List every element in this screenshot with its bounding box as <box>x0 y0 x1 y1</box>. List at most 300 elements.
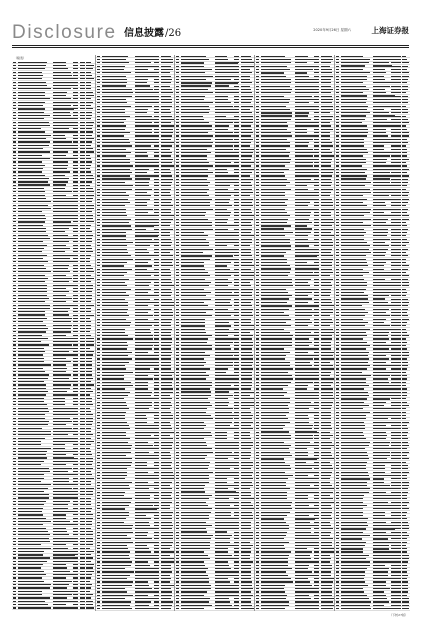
table-cell-text <box>13 434 16 435</box>
table-cell-text <box>215 89 234 90</box>
table-cell-text <box>97 428 100 429</box>
table-cell-text <box>18 191 45 192</box>
table-cell-text <box>73 534 78 535</box>
table-cell-text <box>73 584 78 585</box>
table-cell-text <box>234 59 239 60</box>
table-cell-text <box>246 155 252 156</box>
table-cell-text <box>154 428 159 429</box>
table-cell-text <box>166 455 171 456</box>
table-cell-text <box>215 478 227 479</box>
table-cell-text <box>53 314 69 316</box>
table-cell-text <box>181 585 211 586</box>
table-cell-text <box>154 205 159 206</box>
table-cell-text <box>86 464 92 465</box>
table-cell-text <box>86 458 93 459</box>
table-cell-text <box>176 372 179 373</box>
table-cell-text <box>154 358 159 359</box>
table-cell-text <box>53 361 71 363</box>
table-cell-text <box>215 432 227 433</box>
table-cell-text <box>181 245 209 246</box>
table-cell-text <box>246 442 253 443</box>
table-cell-text <box>97 522 100 523</box>
table-cell-text <box>13 238 16 239</box>
table-cell-text <box>13 518 16 519</box>
table-cell-text <box>97 368 100 369</box>
table-cell-text <box>73 248 78 249</box>
table-cell-text <box>102 598 125 599</box>
table-cell-text <box>18 594 42 595</box>
table-cell-text <box>18 221 45 223</box>
table-cell-text <box>73 438 78 439</box>
table-cell-text <box>181 69 212 70</box>
table-cell-text <box>18 421 49 422</box>
table-cell-text <box>246 225 252 226</box>
table-cell-text <box>53 531 67 532</box>
table-cell-text <box>181 412 206 413</box>
table-cell-text <box>234 365 239 366</box>
table-cell-text <box>80 381 85 382</box>
table-cell-text <box>154 239 159 240</box>
table-cell-text <box>135 249 147 250</box>
table-cell-text <box>215 488 228 489</box>
table-cell-text <box>234 275 239 276</box>
page-number: /26 <box>165 28 182 39</box>
table-cell-text <box>80 308 85 309</box>
brand-wordmark: Disclosure <box>12 22 117 43</box>
table-cell-text <box>234 69 239 70</box>
table-cell-text <box>18 607 51 608</box>
table-cell-text <box>234 259 239 260</box>
table-cell-text <box>135 82 147 83</box>
table-cell-text <box>53 135 65 136</box>
table-cell-text <box>53 335 66 336</box>
table-cell-text <box>73 594 78 595</box>
table-cell-text <box>176 412 179 413</box>
table-cell-text <box>234 412 239 413</box>
table-cell-text <box>176 462 179 463</box>
table-cell-text <box>18 408 48 409</box>
table-cell-text <box>80 478 85 479</box>
table-cell-text <box>246 405 254 406</box>
table-cell-text <box>97 512 100 513</box>
table-cell-text <box>73 358 78 359</box>
table-cell-text <box>246 279 253 280</box>
table-cell-text <box>215 595 236 596</box>
table-cell-text <box>234 445 239 446</box>
table-cell-text <box>18 414 45 415</box>
table-cell-text <box>13 221 16 222</box>
table-cell-text <box>246 362 253 363</box>
table-cell-text <box>234 195 239 196</box>
table-cell-text <box>80 228 85 229</box>
table-cell-text <box>234 205 239 206</box>
table-cell-text <box>181 269 205 270</box>
table-cell-text <box>154 398 159 399</box>
table-cell-text <box>13 384 16 385</box>
table-cell-text <box>53 195 66 196</box>
table-cell-text <box>97 498 100 499</box>
table-cell-text <box>102 295 129 296</box>
table-cell-text <box>166 269 170 270</box>
table-cell-text <box>18 301 45 302</box>
table-cell-text <box>102 129 125 130</box>
table-cell-text <box>97 82 100 83</box>
table-cell-text <box>97 422 100 423</box>
table-cell-text <box>13 514 16 515</box>
table-cell-text <box>246 581 252 582</box>
table-cell-text <box>97 378 100 379</box>
table-cell-text <box>181 169 208 170</box>
table-cell-text <box>246 355 253 356</box>
table-cell-text <box>18 288 47 289</box>
table-cell-text <box>234 192 239 193</box>
table-cell-text <box>102 518 126 519</box>
table-cell-text <box>18 248 44 249</box>
masthead-rule <box>12 45 409 46</box>
table-cell-text <box>80 265 85 266</box>
table-cell-text <box>246 392 254 393</box>
table-cell-text <box>176 192 179 193</box>
table-cell-text <box>246 195 250 196</box>
table-cell-text <box>135 452 149 453</box>
table-cell-text <box>73 261 78 262</box>
table-cell-text <box>18 235 48 236</box>
table-cell-text <box>73 338 78 339</box>
table-cell-text <box>181 368 210 369</box>
table-cell-text <box>166 508 170 509</box>
table-cell-text <box>13 411 16 412</box>
table-cell-text <box>246 522 251 523</box>
table-cell-text <box>176 518 179 519</box>
table-cell-text <box>73 331 78 332</box>
table-cell-text <box>181 551 204 552</box>
table-cell-text <box>86 597 91 598</box>
table-cell-text <box>18 285 47 286</box>
table-cell-text <box>234 578 239 579</box>
table-cell-text <box>102 608 132 609</box>
table-cell-text <box>166 575 170 576</box>
table-cell-text <box>181 548 210 549</box>
table-cell-text <box>97 388 100 389</box>
table-cell-text <box>73 78 78 79</box>
table-cell-text <box>166 345 171 346</box>
table-cell-text <box>80 295 85 296</box>
table-cell-text <box>102 605 130 606</box>
table-cell-text <box>234 355 239 356</box>
table-cell-text <box>176 155 179 156</box>
table-cell-text <box>13 185 16 186</box>
table-cell-text <box>246 458 250 459</box>
table-cell-text <box>246 551 251 552</box>
table-cell-text <box>135 482 148 483</box>
table-cell-text <box>154 76 159 77</box>
table-cell-text <box>80 92 85 93</box>
table-cell-text <box>246 428 253 429</box>
table-cell-text <box>73 557 78 558</box>
table-cell-text <box>154 179 159 180</box>
table-cell-text <box>135 595 148 596</box>
table-cell-text <box>97 535 100 536</box>
table-cell-text <box>166 578 171 579</box>
table-cell-text <box>18 238 50 239</box>
table-cell-text <box>18 584 51 585</box>
table-cell-text <box>154 581 159 582</box>
table-cell-text <box>234 532 239 533</box>
table-cell-text <box>135 155 148 157</box>
table-cell-text <box>86 112 92 113</box>
table-cell-text <box>246 435 250 436</box>
table-cell-text <box>13 225 16 226</box>
table-cell-text <box>86 108 93 109</box>
table-cell-text <box>102 368 126 369</box>
table-cell-text <box>176 56 179 57</box>
table-cell-text <box>234 159 239 160</box>
table-cell-text <box>102 319 126 320</box>
table-cell-text <box>246 462 253 463</box>
table-cell-text <box>73 198 78 199</box>
table-cell-text <box>102 135 124 136</box>
table-cell-text <box>53 131 74 132</box>
table-cell-text <box>102 219 131 220</box>
table-cell-text <box>73 401 78 402</box>
table-cell-text <box>18 434 51 435</box>
table-cell-text <box>246 532 253 533</box>
table-cell-text <box>181 568 208 569</box>
table-cell-text <box>73 361 78 362</box>
table-cell-text <box>86 534 93 535</box>
table-cell-text <box>246 365 252 366</box>
table-cell-text <box>13 494 16 495</box>
table-cell-text <box>18 418 45 419</box>
table-cell-text <box>53 481 69 482</box>
table-cell-text <box>246 352 252 353</box>
table-cell-text <box>86 261 90 262</box>
table-cell-text <box>246 358 253 359</box>
table-cell-text <box>154 325 159 326</box>
table-cell-text <box>154 335 159 336</box>
table-cell-text <box>86 105 91 106</box>
table-cell-text <box>234 305 239 306</box>
table-cell-text <box>18 305 50 306</box>
table-cell-text <box>176 262 179 263</box>
table-cell-text <box>135 259 151 260</box>
table-cell-text <box>53 295 66 296</box>
table-cell-text <box>181 145 212 147</box>
table-cell-text <box>80 371 85 372</box>
table-cell-text <box>166 119 174 120</box>
table-cell-text <box>13 195 16 196</box>
table-cell-text <box>181 348 212 350</box>
table-cell-text <box>73 561 78 562</box>
table-cell-text <box>246 472 253 473</box>
table-cell-text <box>135 125 155 126</box>
table-cell-text <box>166 545 172 546</box>
table-cell-text <box>86 351 94 352</box>
table-cell-text <box>80 341 85 342</box>
table-cell-text <box>18 481 41 482</box>
table-cell-text <box>215 398 228 399</box>
table-cell-text <box>73 474 78 475</box>
table-cell-text <box>102 252 128 253</box>
section-title <box>124 24 181 39</box>
table-cell-text <box>166 405 172 406</box>
table-cell-text <box>176 608 179 609</box>
table-cell-text <box>135 522 149 523</box>
table-cell-text <box>102 215 127 216</box>
table-cell-text <box>18 75 43 76</box>
table-cell-text <box>97 245 100 246</box>
table-cell-text <box>86 591 90 592</box>
table-cell-text <box>53 118 74 119</box>
table-cell-text <box>86 431 91 432</box>
table-cell-text <box>102 345 128 347</box>
table-cell-text <box>176 588 179 589</box>
table-cell-text <box>181 252 203 253</box>
table-cell-text <box>166 89 172 90</box>
table-cell-text <box>73 601 78 602</box>
table-cell-text <box>166 368 171 369</box>
table-cell-text <box>181 265 204 267</box>
table-cell-text <box>166 56 171 57</box>
table-cell-text <box>13 378 16 379</box>
table-cell-text <box>13 448 16 449</box>
table-cell-text <box>86 461 93 462</box>
table-cell-text <box>18 554 43 556</box>
table-cell-text <box>176 125 179 126</box>
table-cell-text <box>246 398 254 399</box>
table-cell-text <box>86 328 91 329</box>
table-cell-text <box>53 88 71 89</box>
table-cell-text <box>176 468 179 469</box>
table-cell-text <box>246 149 254 150</box>
table-cell-text <box>246 96 253 97</box>
table-cell-text <box>13 548 16 549</box>
table-cell-text <box>73 514 78 515</box>
table-cell-text <box>13 165 16 166</box>
table-cell-text <box>181 112 209 113</box>
table-cell-text <box>181 395 211 397</box>
table-cell-text <box>97 338 100 339</box>
table-cell-text <box>97 548 100 549</box>
table-cell-text <box>86 518 93 519</box>
table-cell-text <box>97 279 100 280</box>
table-cell-text <box>102 542 133 543</box>
table-cell-text <box>18 591 42 592</box>
table-cell-text <box>97 578 100 579</box>
table-cell-text <box>73 135 78 136</box>
table-cell-text <box>135 319 148 320</box>
table-cell-text <box>80 281 85 282</box>
table-cell-text <box>102 382 131 384</box>
table-cell-text <box>154 375 159 376</box>
table-cell-text <box>18 112 44 113</box>
table-cell-text <box>102 332 125 333</box>
table-cell-text <box>73 508 78 509</box>
table-cell-text <box>97 269 100 270</box>
table-cell-text <box>80 518 85 519</box>
table-cell-text <box>234 255 239 256</box>
table-cell-text <box>53 408 75 409</box>
table-cell-text <box>13 95 16 96</box>
table-cell-text <box>18 251 42 252</box>
table-cell-text <box>53 421 72 422</box>
table-cell-text <box>166 571 172 572</box>
table-cell-text <box>13 275 16 276</box>
table-cell-text <box>166 502 172 503</box>
table-cell-text <box>86 444 91 445</box>
table-cell-text <box>97 545 100 546</box>
table-cell-text <box>154 202 159 203</box>
table-cell-text <box>13 484 16 485</box>
table-cell-text <box>86 394 90 395</box>
table-cell-text <box>176 195 179 196</box>
table-cell-text <box>73 494 78 495</box>
table-cell-text <box>166 179 173 180</box>
table-cell-text <box>154 442 159 443</box>
table-cell-text <box>13 348 16 349</box>
table-cell-text <box>73 421 78 422</box>
table-cell-text <box>53 325 72 326</box>
table-cell-text <box>86 201 92 202</box>
table-cell-text <box>215 402 229 403</box>
table-cell-text <box>13 441 16 442</box>
table-cell-text <box>73 384 78 385</box>
table-cell-text <box>13 198 16 199</box>
table-cell-text <box>97 312 100 313</box>
table-cell-text <box>13 364 16 365</box>
table-cell-text <box>181 309 213 310</box>
table-cell-text <box>80 291 85 292</box>
table-cell-text <box>97 575 100 576</box>
table-cell-text <box>13 391 16 392</box>
table-cell-text <box>166 492 172 493</box>
table-cell-text <box>154 152 159 153</box>
table-cell-text <box>18 151 50 152</box>
table-cell-text <box>73 528 78 529</box>
table-cell-text <box>215 542 230 543</box>
table-cell-text <box>97 282 100 283</box>
table-cell-text <box>166 392 173 393</box>
table-cell-text <box>97 299 100 300</box>
table-cell-text <box>97 325 100 326</box>
table-cell-text <box>154 555 159 556</box>
table-cell-text <box>181 428 204 429</box>
table-cell-text <box>73 564 78 565</box>
table-cell-text <box>215 102 231 103</box>
table-cell-text <box>166 325 171 326</box>
table-cell-text <box>13 188 16 189</box>
table-cell-text <box>176 279 179 280</box>
table-cell-text <box>18 241 43 242</box>
table-cell-text <box>102 522 124 523</box>
table-cell-text <box>234 595 239 596</box>
table-cell-text <box>215 358 234 359</box>
table-cell-text <box>215 408 233 409</box>
table-cell-text <box>135 418 147 419</box>
table-cell-text <box>176 448 179 449</box>
table-cell-text <box>166 412 171 413</box>
table-cell-text <box>135 329 150 330</box>
table-cell-text <box>97 508 100 509</box>
table-cell-text <box>97 295 100 296</box>
table-cell-text <box>97 595 100 596</box>
table-cell-text <box>13 68 16 69</box>
table-cell-text <box>13 354 16 355</box>
table-cell-text <box>102 515 129 516</box>
table-cell-text <box>181 338 208 339</box>
table-cell-text <box>246 292 252 293</box>
table-cell-text <box>181 575 208 576</box>
